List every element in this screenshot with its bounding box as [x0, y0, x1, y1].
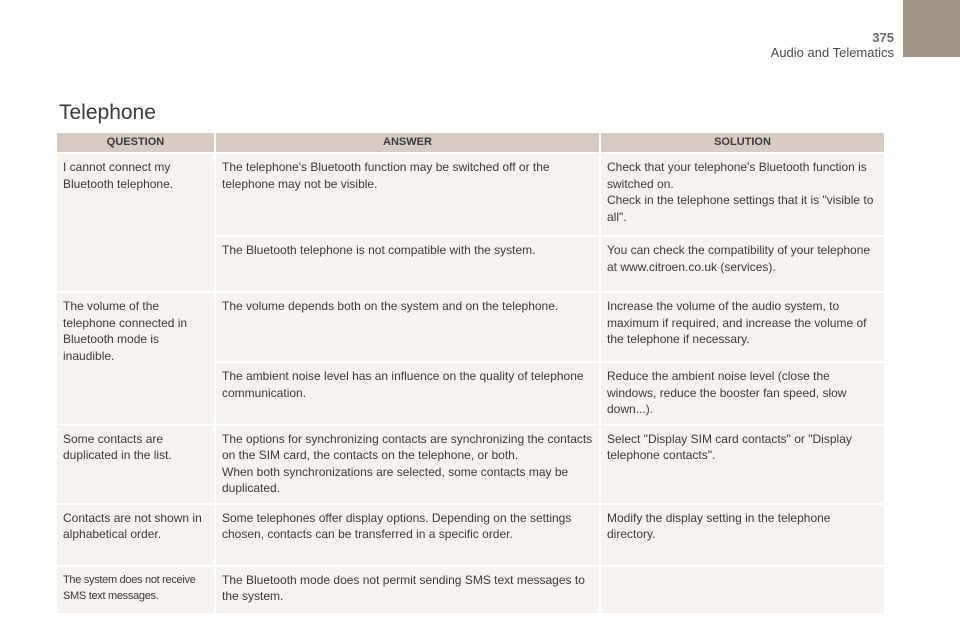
question-cell: The volume of the telephone connected in Bluetooth mode is inaudible.	[57, 293, 214, 424]
answer-cell: The ambient noise level has an influence on the quality of telephone communication.	[216, 363, 599, 424]
solution-cell: Select "Display SIM card contacts" or "Display telephone contacts".	[601, 426, 884, 503]
solution-cell: Reduce the ambient noise level (close the windows, reduce the booster fan speed, slow down...).	[601, 363, 884, 424]
solution-cell: Modify the display setting in the telephone directory.	[601, 505, 884, 565]
table-row	[57, 426, 884, 503]
answer-cell: The Bluetooth mode does not permit sending SMS text messages to the system.	[216, 567, 599, 613]
solution-cell: Increase the volume of the audio system, to maximum if required, and increase the volume of the telephone if necessary.	[601, 293, 884, 361]
header-solution: SOLUTION	[601, 133, 884, 152]
solution-line: Check in the telephone settings that it is "visible to all".	[607, 193, 874, 224]
question-cell: The system does not receive SMS text messages.	[57, 567, 214, 613]
table-row	[57, 567, 884, 613]
section-name: Audio and Telematics	[770, 45, 894, 60]
solution-cell	[601, 154, 884, 235]
question-cell: Some contacts are duplicated in the list.	[57, 426, 214, 503]
table-row	[57, 154, 884, 235]
answer-cell: The Bluetooth telephone is not compatible with the system.	[216, 237, 599, 291]
answer-line: When both synchronizations are selected, some contacts may be duplicated.	[222, 464, 569, 495]
answer-cell: The telephone's Bluetooth function may be switched off or the telephone may not be visible.	[216, 154, 599, 235]
table-header-row	[57, 133, 884, 152]
troubleshooting-table	[55, 131, 886, 615]
answer-cell: The volume depends both on the system and on the telephone.	[216, 293, 599, 361]
table-row	[57, 505, 884, 565]
header-question: QUESTION	[57, 133, 214, 152]
question-cell: I cannot connect my Bluetooth telephone.	[57, 154, 214, 291]
table-row	[57, 293, 884, 361]
question-cell: Contacts are not shown in alphabetical order.	[57, 505, 214, 565]
chapter-tab	[903, 0, 960, 57]
header-answer: ANSWER	[216, 133, 599, 152]
solution-line: Check that your telephone's Bluetooth function is switched on.	[607, 160, 867, 191]
page-title: Telephone	[59, 101, 156, 124]
solution-cell	[601, 567, 884, 613]
answer-line: The options for synchronizing contacts are synchronizing the contacts on the SIM card, the contacts on the telephone, or both.	[222, 431, 593, 462]
page-number: 375	[872, 30, 894, 45]
solution-cell: You can check the compatibility of your telephone at www.citroen.co.uk (services).	[601, 237, 884, 291]
answer-cell	[216, 426, 599, 503]
answer-cell: Some telephones offer display options. Depending on the settings chosen, contacts can be transferred in a specific order.	[216, 505, 599, 565]
